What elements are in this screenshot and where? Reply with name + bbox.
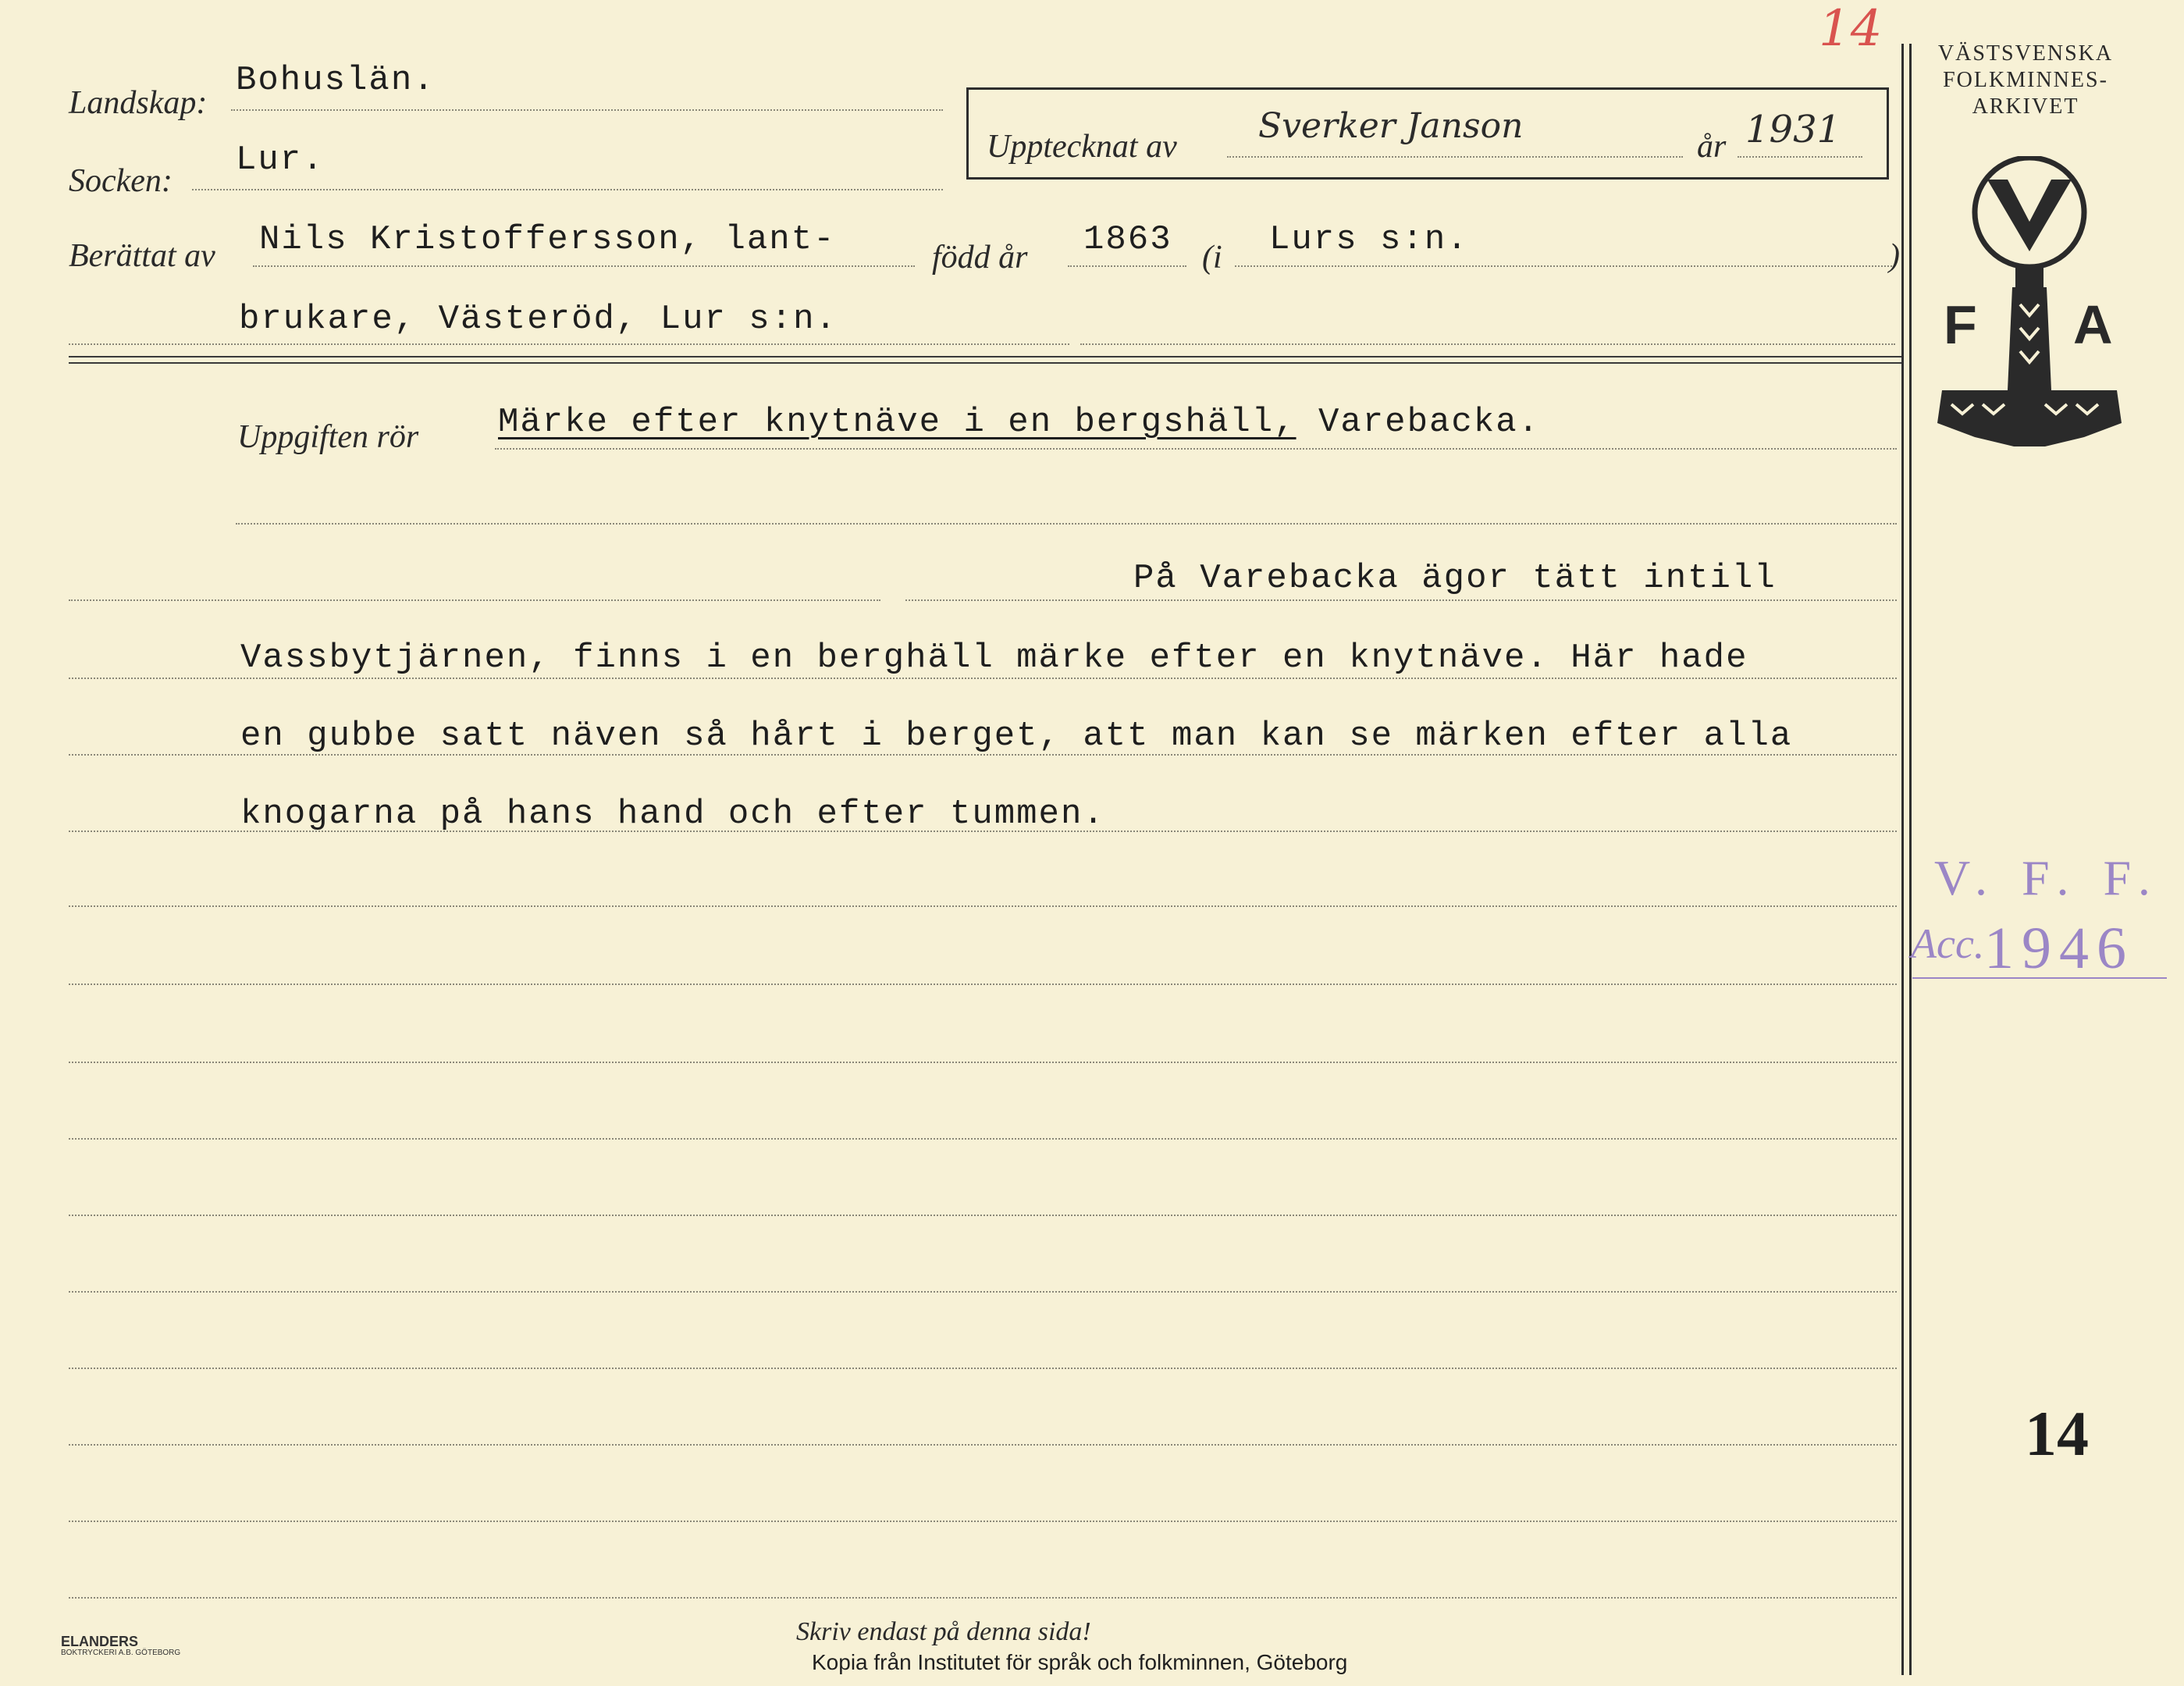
- empty-rule: [69, 1444, 1897, 1446]
- logo-letter-f: F: [1944, 294, 1977, 355]
- archive-title-line-1: VÄSTSVENSKA: [1937, 41, 2114, 66]
- corner-page-mark: 14: [1819, 0, 1883, 58]
- subject-underlined: Märke efter knytnäve i en bergshäll,: [498, 403, 1297, 442]
- body-rule-1a: [69, 599, 880, 601]
- narrator-line-2-dots-a: [69, 343, 1069, 345]
- empty-rule: [69, 1291, 1897, 1293]
- body-line-1: På Varebacka ägor tätt intill: [1133, 559, 1777, 598]
- subject-line-1: [495, 448, 1897, 450]
- archive-title-line-3: ARKIVET: [1972, 94, 2079, 119]
- copy-notice: Kopia från Institutet för språk och folkminnen, Göteborg: [812, 1650, 1348, 1674]
- printer-name: ELANDERS: [61, 1634, 139, 1649]
- subject-line-2: [236, 523, 1897, 525]
- body-rule-4: [69, 831, 1897, 832]
- subject-rest: Varebacka.: [1296, 403, 1541, 442]
- empty-rule: [69, 1138, 1897, 1140]
- narrator-line-1: Nils Kristoffersson, lant-: [259, 220, 836, 259]
- narrator-label: Berättat av: [69, 238, 215, 274]
- thor-hammer-logo-icon: [1928, 156, 2131, 461]
- socken-label: Socken:: [69, 163, 173, 199]
- margin-rule-right: [1909, 44, 1912, 1675]
- narrator-line-1-dots: [253, 265, 915, 267]
- landskap-label: Landskap:: [69, 85, 208, 121]
- footer-instruction: Skriv endast på denna sida!: [796, 1617, 1091, 1646]
- recorder-signature: Sverker Janson: [1258, 106, 1524, 146]
- born-label: född år: [932, 240, 1028, 276]
- recorder-line: [1227, 156, 1683, 158]
- logo-letter-a: A: [2073, 294, 2113, 355]
- body-line-4: knogarna på hans hand och efter tummen.: [240, 795, 1105, 834]
- page-number: 14: [2025, 1398, 2089, 1469]
- printer-mark: [61, 1634, 180, 1658]
- empty-rule: [69, 1215, 1897, 1216]
- recorder-label: Upptecknat av: [987, 129, 1177, 165]
- empty-rule: [69, 1368, 1897, 1369]
- socken-line: [192, 189, 943, 190]
- landskap-value: Bohuslän.: [236, 61, 436, 100]
- year-line: [1738, 156, 1862, 158]
- empty-rule: [69, 905, 1897, 907]
- archive-title: [1920, 41, 2131, 120]
- subject-value: [498, 403, 1540, 442]
- parish-close-label: ): [1889, 238, 1900, 274]
- stamp-underline: [1912, 977, 2167, 979]
- year-label: år: [1697, 129, 1727, 165]
- header-separator-bottom: [69, 362, 1903, 364]
- stamp-acc-number: 1946: [1984, 916, 2134, 981]
- year-value: 1931: [1745, 108, 1841, 151]
- subject-label: Uppgiften rör: [237, 419, 419, 455]
- body-rule-2: [69, 678, 1897, 679]
- empty-rule: [69, 1521, 1897, 1522]
- parish-line: [1235, 265, 1895, 267]
- born-line: [1068, 265, 1186, 267]
- header-separator-top: [69, 356, 1903, 357]
- archive-title-line-2: FOLKMINNES-: [1943, 68, 2108, 92]
- printer-address: BOKTRYCKERI A.B. GÖTEBORG: [61, 1649, 181, 1657]
- landskap-line: [231, 109, 943, 111]
- socken-value: Lur.: [236, 140, 325, 180]
- born-value: 1863: [1083, 220, 1172, 259]
- margin-rule-left: [1901, 44, 1904, 1675]
- narrator-line-2: brukare, Västeröd, Lur s:n.: [239, 300, 838, 339]
- body-rule-1b: [905, 599, 1897, 601]
- parish-value: Lurs s:n.: [1269, 220, 1469, 259]
- empty-rule: [69, 1597, 1897, 1599]
- empty-rule: [69, 1062, 1897, 1063]
- stamp-acc-prefix: Acc.: [1911, 920, 1985, 967]
- body-line-2: Vassbytjärnen, finns i en berghäll märke efter en knytnäve. Här hade: [240, 638, 1748, 678]
- body-line-3: en gubbe satt näven så hårt i berget, att man kan se märken efter alla: [240, 717, 1793, 756]
- narrator-line-2-dots-b: [1080, 343, 1895, 345]
- empty-rule: [69, 984, 1897, 985]
- parish-open-label: (i: [1202, 240, 1222, 276]
- stamp-line-1: V. F. F.: [1934, 850, 2161, 905]
- archive-logo: [1928, 156, 2131, 461]
- body-rule-3: [69, 754, 1897, 756]
